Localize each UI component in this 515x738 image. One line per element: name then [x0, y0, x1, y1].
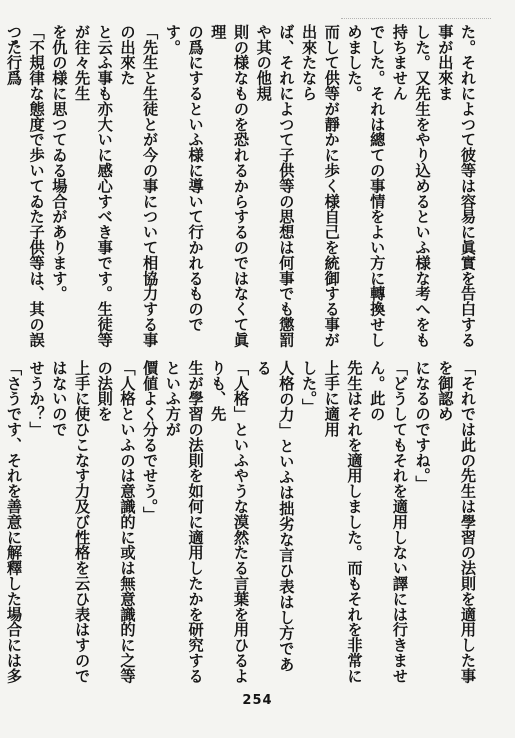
- text-line: 「先生と生徒とが今の事について相協力する事の出來た: [118, 24, 160, 348]
- text-line: になるのですね。」: [413, 360, 432, 491]
- text-line: 價値よく分るでせう。」: [141, 360, 160, 522]
- text-line: 「それでは此の先生は學習の法則を適用した事を御認め: [436, 360, 477, 684]
- text-line: と云ふ事も亦大いに感心すべき事です。生徒等が往々先生: [73, 24, 114, 348]
- section-heading: 人格の力」といふは拙劣な言ひ表はし方である: [254, 360, 296, 672]
- text-line: した。」: [300, 360, 319, 414]
- upper-text-block: [4, 24, 479, 352]
- text-line: [0, 24, 2, 352]
- text-line: 「さうです、それを善意に解釋した場合には多: [4, 360, 23, 684]
- text-line: 「不規律な態度で歩いてゐた子供等は、其の誤つた行爲: [4, 24, 46, 348]
- text-line: でした。それは總ての事情をよい方に轉換せしめました。: [345, 24, 387, 348]
- text-line: した。又先生をやり込めるといふ様な考へをも持ちません: [390, 24, 432, 348]
- text-line: 上手に使ひこなす力及び性格を云ひ表はすのではないので: [50, 360, 92, 684]
- text-line: 而して供等が靜かに歩く様自己を統御する事が出來たなら: [300, 24, 341, 348]
- text-line: せうか？」: [27, 360, 46, 437]
- text-line: 則の様なものを恐れるからするのではなくて眞理: [209, 24, 250, 348]
- text-line: た。それによつて彼等は容易に眞實を告白する事が出來ま: [436, 24, 477, 348]
- text-line: 「人格といふのは意識的に或は無意識的に之等の法則を: [95, 360, 137, 684]
- lower-text-block: [4, 360, 479, 685]
- text-line: 「人格」といふやうな漠然たる言葉を用ひるよりも、先: [209, 360, 250, 684]
- text-line: を仇の様に思つてゐる場合があります。: [50, 24, 69, 302]
- text-line: 「どうしてもそれを適用しない譯には行きません。此の: [368, 360, 409, 684]
- text-line: 先生はそれを適用しました。而もそれを非常に上手に適用: [322, 360, 364, 684]
- text-line: 生が學習の法則を如何に適用したかを研究するといふ方が: [163, 360, 205, 684]
- text-line: ば、それによつて子供等の思想は何事でも懲罰や其の他規: [254, 24, 296, 348]
- page-number: 254: [242, 693, 273, 708]
- text-line: の爲にするといふ様に導いて行かれるものです。: [163, 24, 205, 332]
